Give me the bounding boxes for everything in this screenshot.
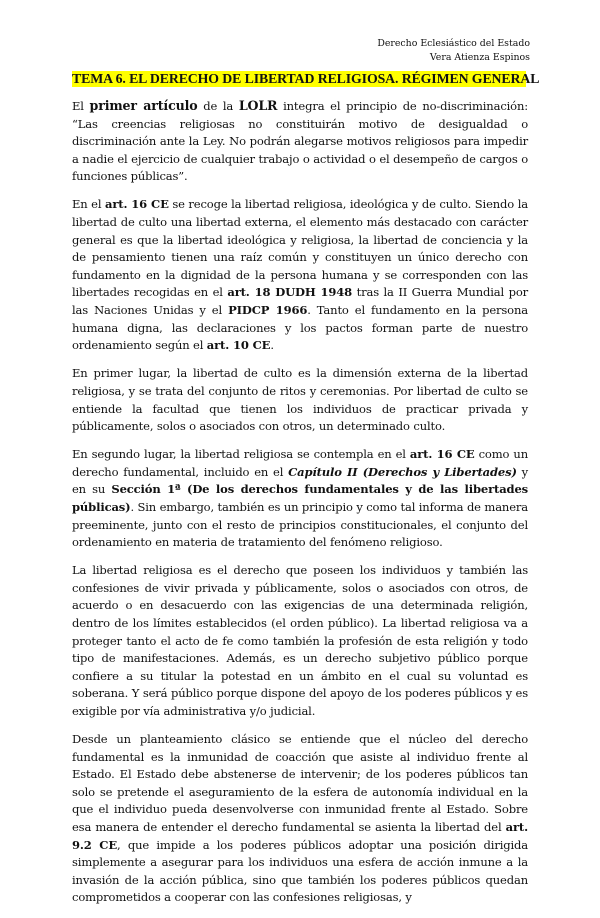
document-body [72, 97, 528, 918]
text: En segundo lugar, la libertad religiosa se contempla en el [72, 447, 410, 462]
chapter-title: TEMA 6. EL DERECHO DE LIBERTAD RELIGIOSA. RÉGIMEN GENERAL [72, 71, 540, 86]
paragraph-4 [72, 446, 528, 552]
text: y en su [72, 464, 528, 497]
paragraph-3: En primer lugar, la libertad de culto es la dimensión externa de la libertad religiosa, y se trata del conjunto de ritos y ceremonias. Por libertad de culto se entiende la facultad que tienen los individuos de practicar privada y públicamente, solos o asociados con otros, un determinado culto. [72, 366, 528, 434]
text: integra el principio de no-discriminación: “Las creencias religiosas no constituirán motivo de desigualdad o discriminación ante la Ley. No podrán alegarse motivos religiosos para impedir a nadie el ejercicio de cualquier trabajo o actividad o el desempeño de cargos o funciones públicas”. [72, 99, 529, 184]
bold-text: Capítulo II (Derechos y Libertades) [288, 464, 517, 479]
text: Desde un planteamiento clásico se entiende que el núcleo del derecho fundamental es la inmunidad de coacción que asiste al individuo frente al Estado. El Estado debe abstenerse de intervenir; de los poderes públicos tan solo se pretende el aseguramiento de la esfera de autonomía individual en la que el individuo pueda desenvolverse con inmunidad frente al Estado. Sobre esa manera de entender el derecho fundamental se asienta la libertad del [72, 732, 528, 835]
bold-text: primer artículo [89, 98, 198, 113]
bold-text: art. 9.2 CE [72, 820, 528, 852]
text: El [72, 99, 90, 113]
bold-text: art. 16 CE [105, 197, 169, 212]
header-author: Vera Atienza Espinos [429, 52, 530, 63]
paragraph-6 [72, 731, 528, 907]
bold-text: art. 18 DUDH 1948 [227, 285, 353, 300]
text: . [270, 338, 274, 353]
text: , que impide a los poderes públicos adoptar una posición dirigida simplemente a asegurar para los individuos una esfera de acción inmune a la invasión de la acción pública, sino que también los poderes públicos quedan comprometidos a cooperar con las confesiones religiosas, y [72, 837, 528, 905]
text: tras la II Guerra Mundial por las Naciones Unidas y el [72, 285, 528, 318]
bold-text: PIDCP 1966 [228, 303, 308, 318]
text: como un derecho fundamental, incluido en el [72, 447, 528, 479]
bold-text: art. 16 CE [409, 447, 475, 462]
bold-text: art. 10 CE [206, 338, 271, 353]
paragraph-5: La libertad religiosa es el derecho que poseen los individuos y también las confesiones de vivir privada y públicamente, solos o asociados con otros, de acuerdo o en desacuerdo con las exigencias de una determinada religión, dentro de los límites establecidos (el orden público). La libertad religiosa va a proteger tanto el acto de fe como también la profesión de esta religión y todo tipo de manifestaciones. Además, es un derecho subjetivo público porque confiere a su titular la potestad en un ámbito en el cual su voluntad es soberana. Y será público porque dispone del apoyo de los poderes públicos y es exigible por vía administrativa y/o judicial. [72, 563, 528, 718]
page-header [377, 37, 530, 65]
text: En el [72, 197, 106, 212]
bold-text: Sección 1ª (De los derechos fundamentales y de las libertades públicas) [72, 482, 529, 514]
paragraph-2 [72, 196, 528, 354]
bold-text: LOLR [238, 98, 278, 113]
text: . Sin embargo, también es un principio y como tal informa de manera preeminente, junto con el resto de principios constitucionales, el conjunto del ordenamiento en materia de tratamiento del fenómeno religioso. [72, 499, 528, 550]
text: se recoge la libertad religiosa, ideológica y de culto. Siendo la libertad de culto una libertad externa, el elemento más destacado con carácter general es que la libertad ideológica y religiosa, la libertad de conciencia y la de pensamiento tienen una raíz común y constituyen un único derecho con fundamento en la dignidad de la persona humana y se corresponden con las libertades recogidas en el [72, 197, 528, 300]
text: . Tanto el fundamento en la persona humana digna, las declaraciones y los pactos forman parte de nuestro ordenamiento según el [72, 303, 528, 353]
paragraph-1 [72, 97, 528, 186]
header-course: Derecho Eclesiástico del Estado [377, 38, 530, 49]
text: de la [197, 99, 239, 113]
